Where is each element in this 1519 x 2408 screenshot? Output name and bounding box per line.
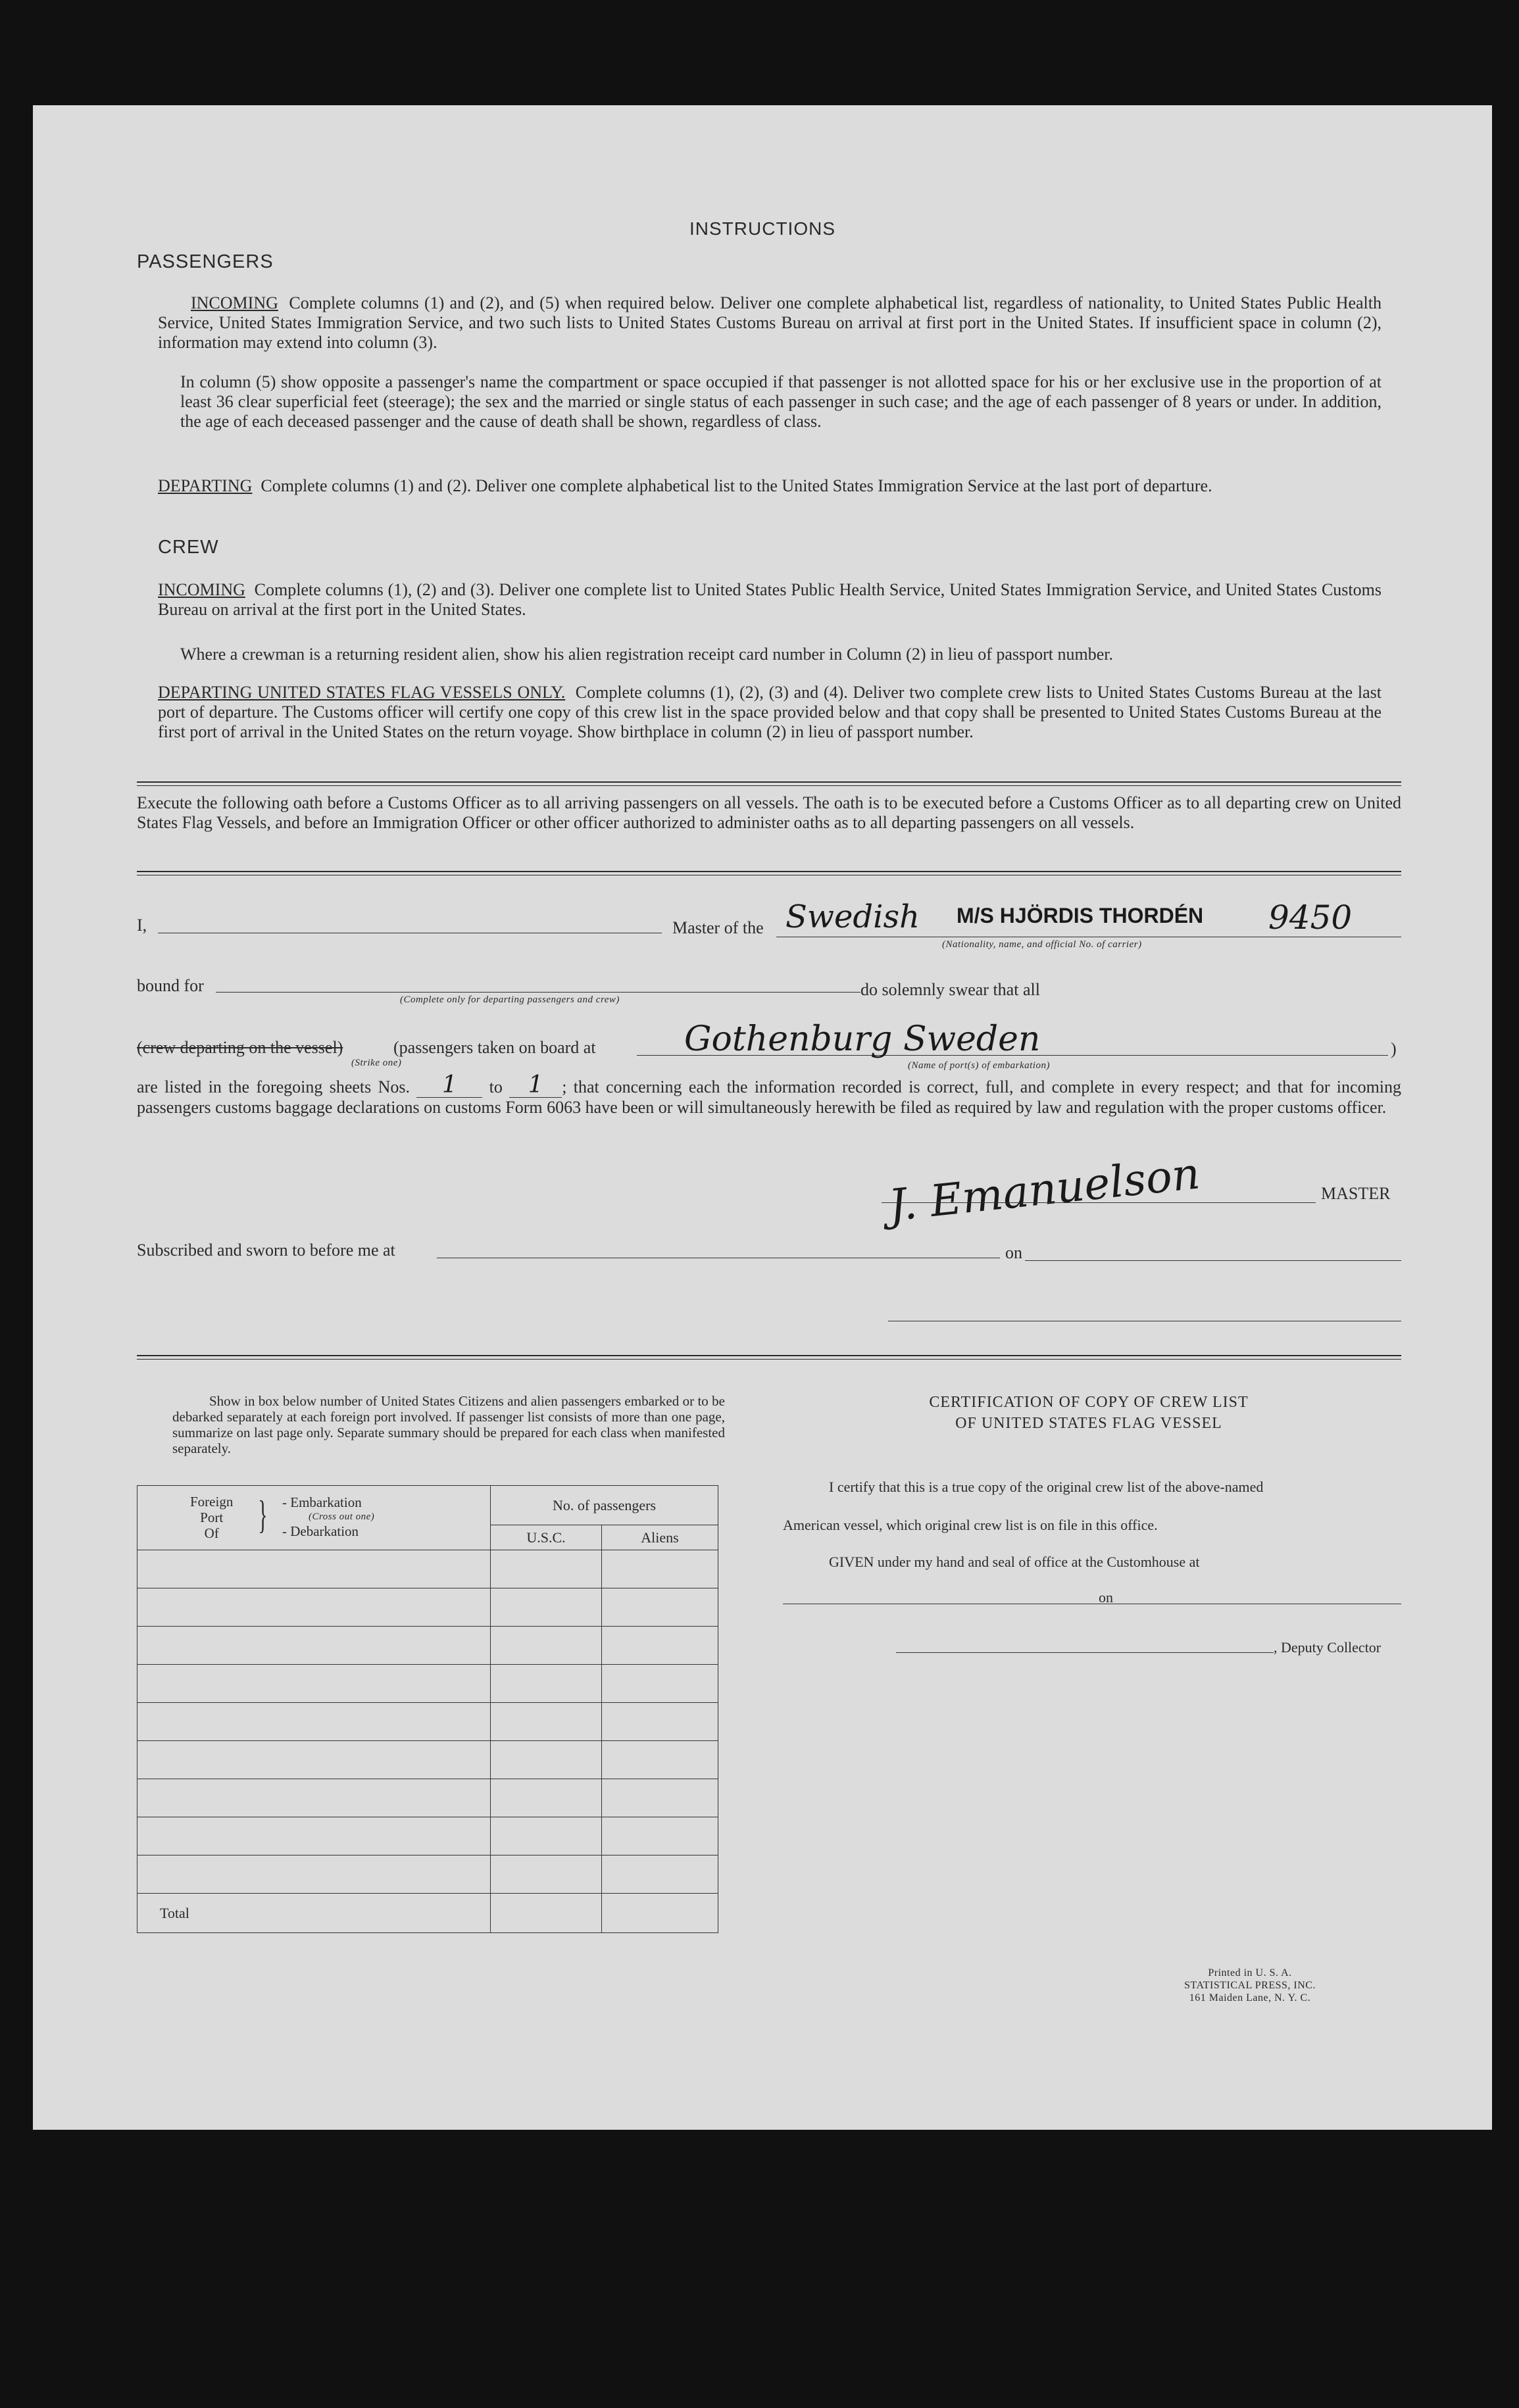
form-sheet [33, 105, 1492, 2130]
crew-heading: CREW [158, 537, 219, 558]
bound-for-field[interactable] [216, 992, 860, 993]
aliens-cell[interactable] [602, 1665, 718, 1703]
passengers-heading: PASSENGERS [137, 251, 274, 272]
usc-cell[interactable] [491, 1588, 602, 1627]
certification-title [776, 1392, 1401, 1434]
bound-for-label: bound for [137, 976, 204, 995]
sheet-from-field[interactable] [416, 1071, 482, 1098]
total-label: Total [137, 1894, 491, 1933]
port-cell[interactable] [137, 1817, 491, 1855]
aliens-cell[interactable] [602, 1779, 718, 1817]
printer-line3: 161 Maiden Lane, N. Y. C. [1189, 1992, 1311, 2003]
passengers-taken-label: (passengers taken on board at [393, 1038, 596, 1057]
given-text: GIVEN under my hand and seal of office at the Customhouse at [829, 1554, 1200, 1570]
certification-title-line1: CERTIFICATION OF COPY OF CREW LIST [929, 1394, 1249, 1411]
close-paren: ) [1391, 1039, 1397, 1058]
oath-intro: Execute the following oath before a Customs Officer as to all arriving passengers on all vessels. The oath is to be executed before a Customs Officer as to all departing crew on United States Flag Vessels, and before an Immigration Officer or other officer authorized to administer oaths as to all departing passengers on all vessels. [137, 793, 1401, 832]
crew-incoming-text: Complete columns (1), (2) and (3). Deliver one complete list to United States Public Health Service, United States Immigration Service, and United States Customs Bureau on arrival at the first port in the United States. [158, 580, 1382, 619]
port-cell[interactable] [137, 1550, 491, 1588]
summary-instructions: Show in box below number of United States Citizens and alien passengers embarked or to be debarked separately at each foreign port involved. If passenger list consists of more than one page, summarize on last page only. Separate summary should be prepared for each class when manifested separately. [172, 1393, 725, 1456]
cross-out-one-label: (Cross out one) [309, 1511, 375, 1522]
aliens-cell[interactable] [602, 1817, 718, 1855]
brace-icon: } [258, 1493, 268, 1536]
aliens-cell[interactable] [602, 1855, 718, 1894]
port-cell[interactable] [137, 1665, 491, 1703]
crew-incoming-label: INCOMING [158, 580, 245, 599]
crew-incoming-paragraph [158, 580, 1382, 620]
port-cell[interactable] [137, 1703, 491, 1741]
printer-imprint [1138, 1967, 1362, 2004]
aliens-cell[interactable] [602, 1588, 718, 1627]
aliens-cell[interactable] [602, 1741, 718, 1779]
usc-cell[interactable] [491, 1627, 602, 1665]
passengers-incoming-text: Complete columns (1) and (2), and (5) when required below. Deliver one complete alphabetical list, regardless of nationality, to United States Public Health Service, United States Immigration Service, and two such lists to United States Customs Bureau on arrival at first port in the United States. If insufficient space in column (2), information may extend into column (3). [158, 293, 1382, 352]
crew-departing-struck: (crew departing on the vessel) [137, 1038, 343, 1057]
port-cell[interactable] [137, 1779, 491, 1817]
certification-title-line2: OF UNITED STATES FLAG VESSEL [955, 1415, 1222, 1432]
crew-resident-text: Where a crewman is a returning resident alien, show his alien registration receipt card number in Column (2) in lieu of passport number. [180, 645, 1114, 664]
port-cell[interactable] [137, 1741, 491, 1779]
signature-line[interactable] [882, 1202, 1316, 1203]
usc-header: U.S.C. [491, 1525, 602, 1550]
usc-cell[interactable] [491, 1665, 602, 1703]
port-label: Port [200, 1510, 224, 1525]
crew-departing-text: Complete columns (1), (2), (3) and (4). Deliver two complete crew lists to United States Customs Bureau at the last port of departure. The Customs officer will certify one copy of this crew list in the space provided below and that copy shall be presented to United States Customs Bureau at the first port of arrival in the United States on the return voyage. Show birthplace in column (2) in lieu of passport number. [158, 683, 1382, 741]
certification-on-label: on [1099, 1589, 1113, 1606]
foreign-label: Foreign [190, 1494, 234, 1510]
port-handwritten: Gothenburg Sweden [684, 1020, 1041, 1059]
deputy-collector-label: , Deputy Collector [1274, 1639, 1382, 1656]
no-of-passengers-header: No. of passengers [491, 1486, 718, 1525]
passengers-departing-text: Complete columns (1) and (2). Deliver one complete alphabetical list to the United States Immigration Service at the last port of departure. [261, 476, 1212, 495]
crew-departing-paragraph [158, 683, 1382, 742]
usc-cell[interactable] [491, 1741, 602, 1779]
debarkation-label: - Debarkation [282, 1523, 359, 1539]
sheets-suffix: ; that concerning each the information recorded is correct, full, and complete in every respect; and that for incoming passengers customs baggage declarations on customs Form 6063 have been or will simultaneously herewith be filed as required by law and regulation with the proper customs officer. [137, 1077, 1402, 1117]
passengers-departing-label: DEPARTING [158, 476, 253, 495]
passengers-column5-text: In column (5) show opposite a passenger's name the compartment or space occupied if that passenger is not allotted space for his or her exclusive use in the proportion of at least 36 clear superficial feet (steerage); the sex and the married or single status of each passenger in such case; and the age of each passenger of 8 years or under. In addition, the age of each deceased passenger and the cause of death shall be shown, regardless of class. [180, 372, 1382, 431]
usc-cell[interactable] [491, 1779, 602, 1817]
instructions-title: INSTRUCTIONS [689, 218, 835, 239]
aliens-header: Aliens [602, 1525, 718, 1550]
master-signature: J. Emanuelson [886, 1148, 1203, 1231]
sheets-prefix: are listed in the foregoing sheets Nos. [137, 1077, 410, 1096]
usc-cell[interactable] [491, 1817, 602, 1855]
port-caption: (Name of port(s) of embarkation) [908, 1060, 1050, 1071]
passenger-summary-table [137, 1485, 718, 1933]
printer-line2: STATISTICAL PRESS, INC. [1184, 1980, 1316, 1991]
master-of-the-label: Master of the [672, 918, 764, 937]
passengers-incoming-label: INCOMING [191, 293, 278, 312]
aliens-cell[interactable] [602, 1550, 718, 1588]
port-cell[interactable] [137, 1627, 491, 1665]
sheet-to-word: to [489, 1077, 503, 1096]
subscribed-label: Subscribed and sworn to before me at [137, 1241, 395, 1260]
official-number-handwritten: 9450 [1268, 898, 1353, 937]
sheet-from-value: 1 [441, 1071, 457, 1098]
crew-departing-label: DEPARTING UNITED STATES FLAG VESSELS ONLY. [158, 683, 566, 702]
of-label: Of [204, 1525, 219, 1541]
american-vessel-text: American vessel, which original crew list is on file in this office. [783, 1517, 1158, 1533]
total-usc-cell[interactable] [491, 1894, 602, 1933]
bound-for-caption: (Complete only for departing passengers and crew) [400, 995, 620, 1005]
divider [137, 1355, 1401, 1356]
master-label: MASTER [1321, 1184, 1391, 1203]
aliens-cell[interactable] [602, 1627, 718, 1665]
sheets-paragraph [137, 1071, 1402, 1118]
aliens-cell[interactable] [602, 1703, 718, 1741]
subscribed-date-field[interactable] [1025, 1260, 1401, 1261]
divider [137, 785, 1401, 786]
port-cell[interactable] [137, 1588, 491, 1627]
divider [137, 1359, 1401, 1360]
deputy-collector-field[interactable] [896, 1652, 1274, 1653]
divider [137, 781, 1401, 783]
port-header-cell [137, 1486, 491, 1550]
sheet-to-field[interactable] [509, 1071, 562, 1098]
passengers-departing-paragraph [158, 476, 1382, 496]
usc-cell[interactable] [491, 1550, 602, 1588]
vessel-name-stamp: M/S HJÖRDIS THORDÉN [957, 904, 1204, 927]
total-aliens-cell[interactable] [602, 1894, 718, 1933]
usc-cell[interactable] [491, 1703, 602, 1741]
i-label: I, [137, 916, 147, 935]
sheet-to-value: 1 [528, 1071, 543, 1098]
certify-text: I certify that this is a true copy of the original crew list of the above-named [829, 1479, 1264, 1495]
embarkation-label: - Embarkation [282, 1494, 362, 1510]
nationality-caption: (Nationality, name, and official No. of carrier) [942, 939, 1142, 950]
passengers-incoming-paragraph [158, 293, 1382, 353]
printer-line1: Printed in U. S. A. [1208, 1967, 1292, 1978]
port-cell[interactable] [137, 1855, 491, 1894]
strike-one-caption: (Strike one) [351, 1058, 402, 1068]
divider [137, 871, 1401, 872]
subscribed-on-label: on [1005, 1243, 1022, 1262]
usc-cell[interactable] [491, 1855, 602, 1894]
nationality-handwritten: Swedish [785, 898, 920, 935]
swear-text: do solemnly swear that all [860, 980, 1040, 999]
